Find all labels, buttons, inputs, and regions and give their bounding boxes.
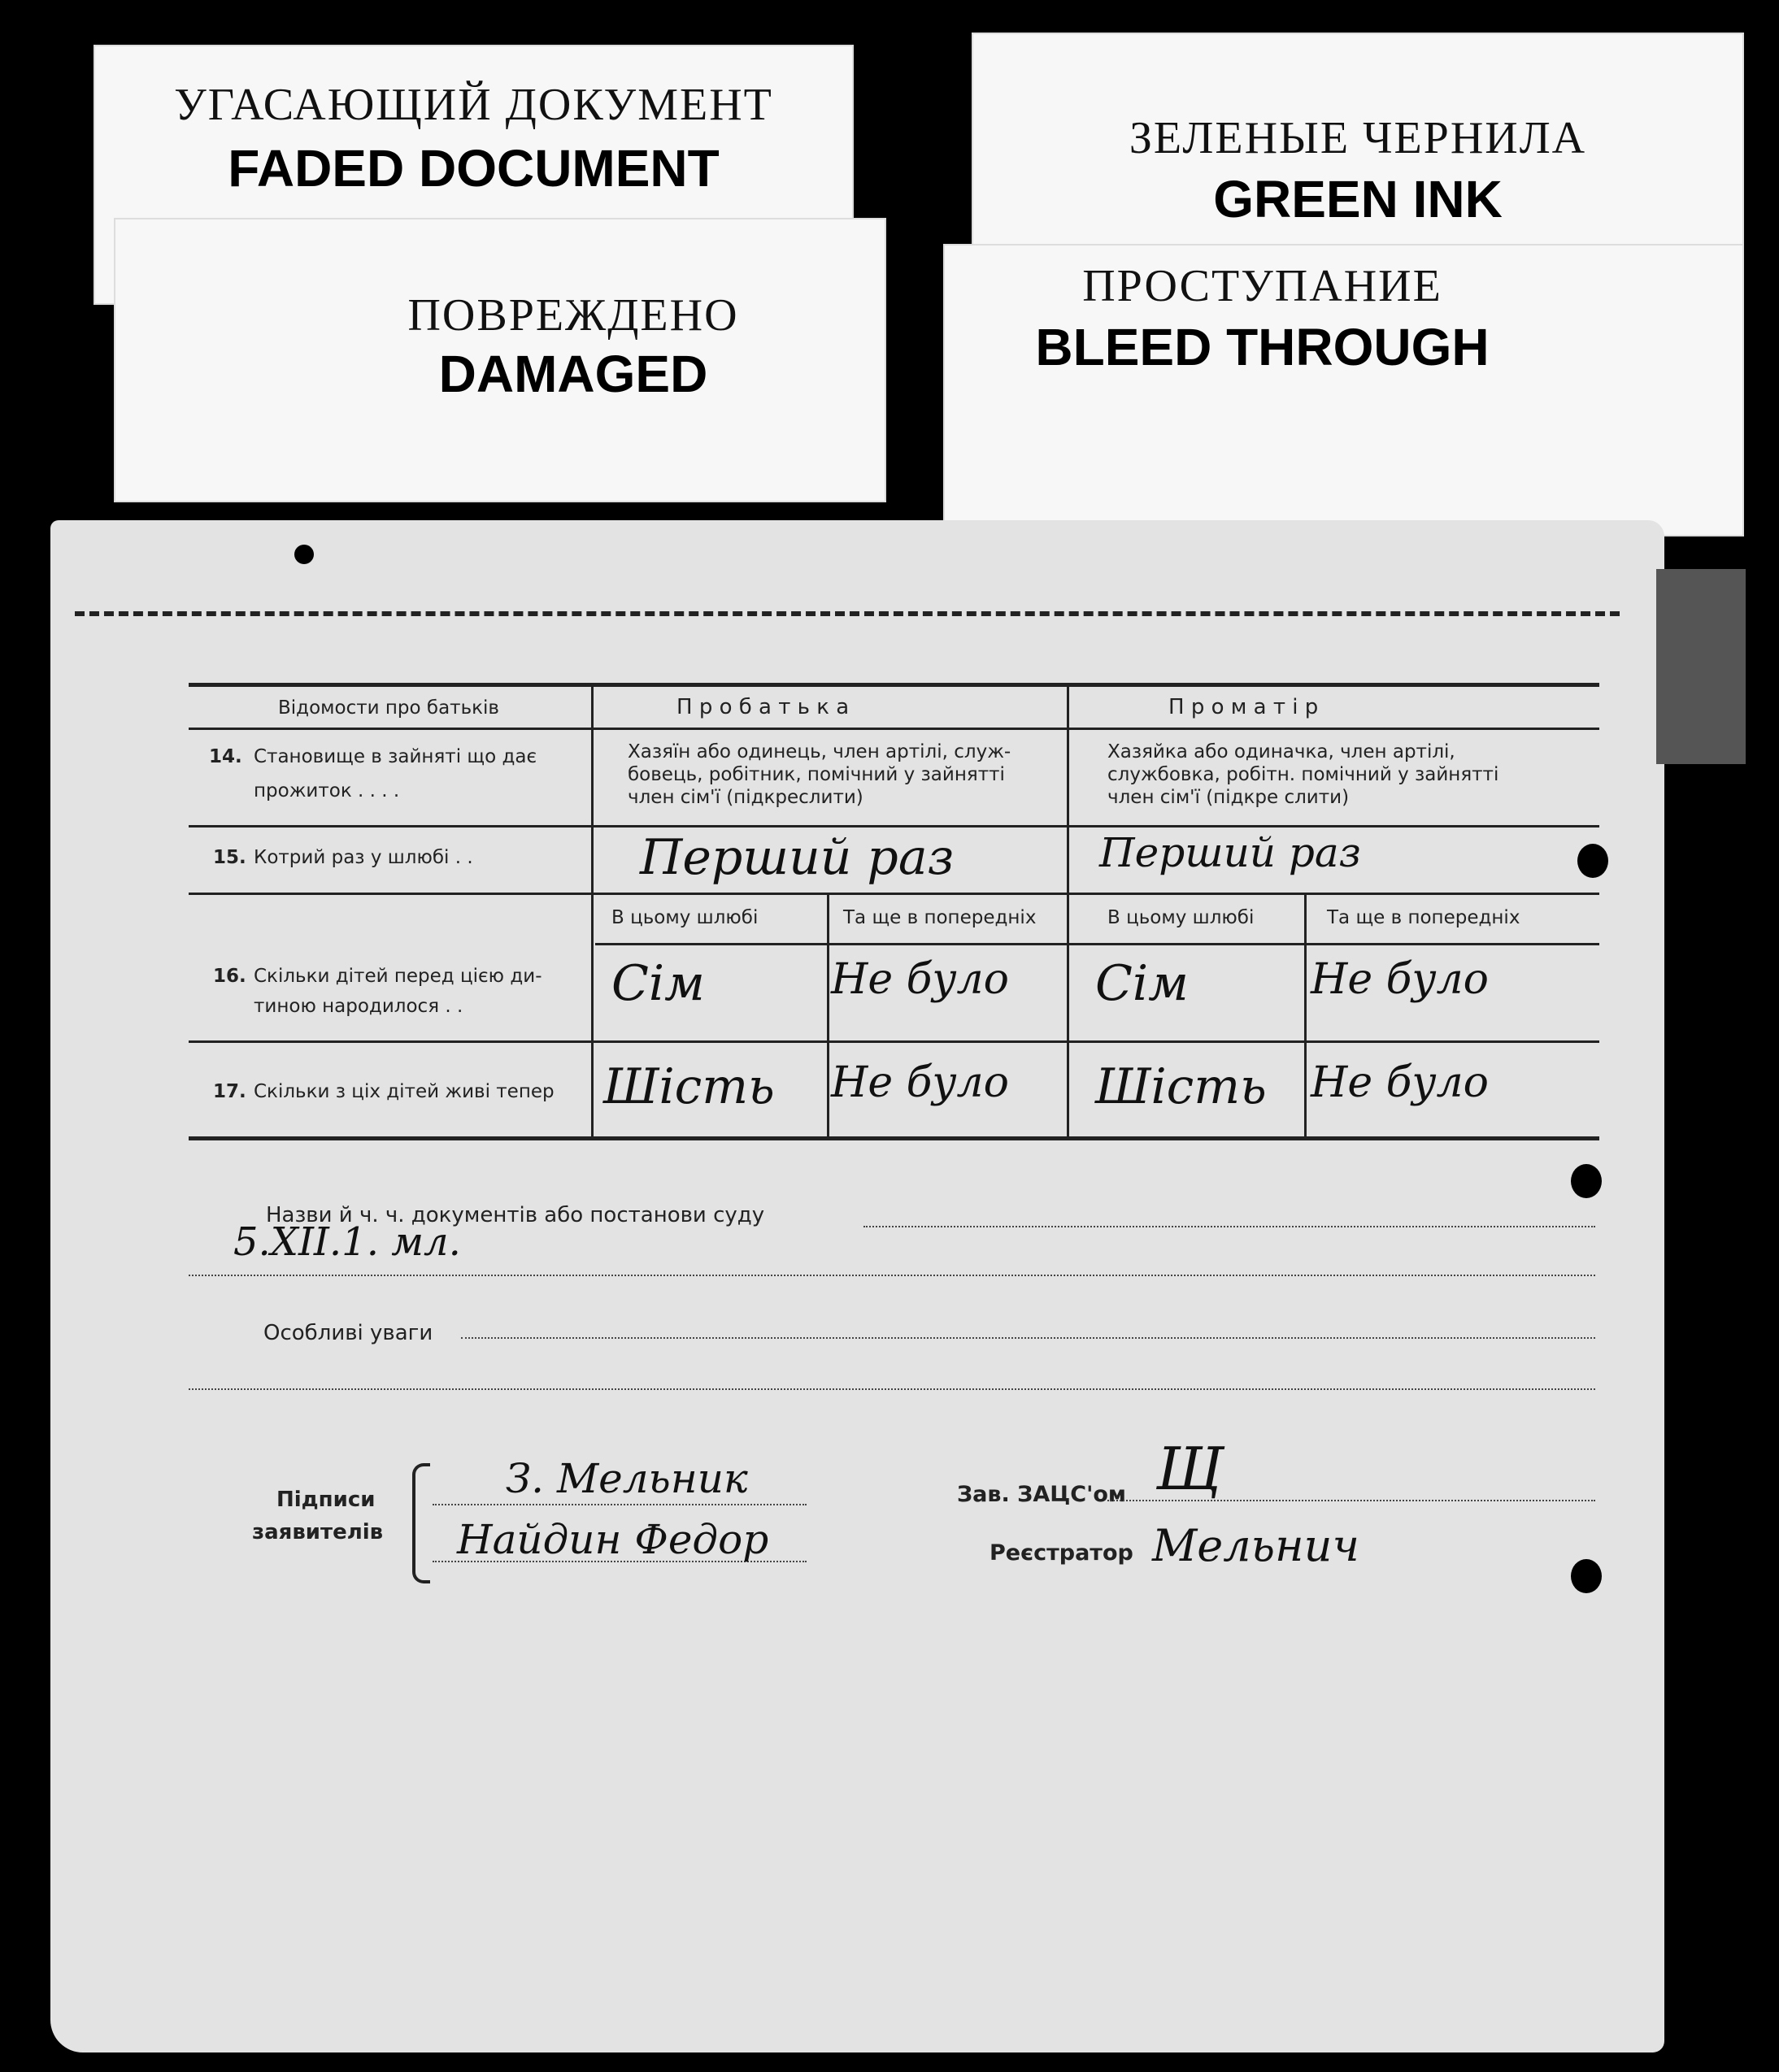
row-17-father-this: Шість <box>603 1058 775 1115</box>
documents-handwriting: 5.ХІІ.1. мл. <box>233 1219 461 1265</box>
signatures-brace <box>412 1463 430 1583</box>
signatures-label: Підписи <box>276 1488 376 1512</box>
table-column-rule <box>591 687 594 1138</box>
punch-hole <box>1571 1164 1602 1198</box>
row-15-mother-handwriting: Перший раз <box>1099 829 1361 876</box>
table-rule <box>189 1040 1599 1043</box>
row-15-father-handwriting: Перший раз <box>640 829 955 886</box>
row-16-mother-this: Сім <box>1095 955 1189 1012</box>
row-16-mother-prev: Не було <box>1311 955 1489 1004</box>
row-17-father-prev: Не було <box>831 1058 1009 1107</box>
row-14-mother-1: Хазяйка або одиначка, член артілі, <box>1107 741 1455 762</box>
page-edge-shadow <box>1656 569 1746 764</box>
ink-blot <box>294 545 314 564</box>
row-14-mother-3: член сім'ї (підкре слити) <box>1107 787 1350 808</box>
card-ru-label: ПОВРЕЖДЕНО <box>407 290 739 341</box>
card-en-label: BLEED THROUGH <box>1035 318 1490 376</box>
subheader-father-prev: Та ще в попередніх <box>843 907 1037 928</box>
table-rule <box>595 943 1599 945</box>
registrar-label: Реєстратор <box>990 1540 1133 1566</box>
row-17-mother-prev: Не було <box>1311 1058 1489 1107</box>
punch-hole <box>1577 844 1608 878</box>
row-16-label-cont: тиною народилося . . <box>254 996 463 1017</box>
row-16-father-prev: Не було <box>831 955 1009 1004</box>
header-mother: П р о м а т і р <box>1168 695 1319 719</box>
applicant-line-1 <box>433 1504 807 1505</box>
signatures-label-cont: заявителів <box>252 1520 384 1544</box>
row-14-father-3: член сім'ї (підкреслити) <box>628 787 863 808</box>
row-17-mother-this: Шість <box>1095 1058 1267 1115</box>
table-column-rule <box>827 894 829 1138</box>
card-en-label: FADED DOCUMENT <box>228 139 720 198</box>
row-14-label: Становище в зайняті що дає <box>254 746 537 767</box>
card-ru-label: ЗЕЛЕНЫЕ ЧЕРНИЛА <box>1129 113 1587 163</box>
row-17-label: Скільки з ціх дітей живі тепер <box>254 1081 555 1102</box>
subheader-father-this: В цьому шлюбі <box>611 907 759 928</box>
row-14-father-1: Хазяїн або одинець, член артілі, служ- <box>628 741 1011 762</box>
card-ru-label: УГАСАЮЩИЙ ДОКУМЕНТ <box>174 80 773 130</box>
damaged-card <box>114 218 886 502</box>
row-16-number: 16. <box>213 966 246 987</box>
row-14-mother-2: службовка, робітн. помічний у зайнятті <box>1107 764 1499 785</box>
applicant-2-signature: Найдин Федор <box>457 1516 769 1563</box>
row-15-number: 15. <box>213 847 246 868</box>
row-16-father-this: Сім <box>611 955 705 1012</box>
applicant-1-signature: З. Мельник <box>506 1455 748 1502</box>
card-en-label: GREEN INK <box>1213 170 1503 228</box>
remarks-label: Особливі уваги <box>263 1321 433 1345</box>
remarks-line <box>461 1337 1595 1339</box>
table-rule <box>189 893 1599 895</box>
row-15-label: Котрий раз у шлюбі . . <box>254 847 473 868</box>
row-14-label-cont: прожиток . . . . <box>254 780 400 801</box>
registrar-signature: Мельнич <box>1152 1520 1359 1571</box>
header-info: Відомости про батьків <box>278 697 499 719</box>
bleed-through-card <box>943 244 1744 536</box>
table-column-rule <box>1304 894 1307 1138</box>
documents-line <box>863 1226 1595 1227</box>
row-14-number: 14. <box>209 746 242 767</box>
table-rule <box>189 825 1599 827</box>
subheader-mother-this: В цьому шлюбі <box>1107 907 1255 928</box>
head-signature: Щ <box>1156 1435 1224 1503</box>
row-17-number: 17. <box>213 1081 246 1102</box>
card-en-label: DAMAGED <box>438 345 708 403</box>
table-column-rule <box>1067 687 1069 1138</box>
documents-line-2 <box>189 1275 1595 1276</box>
table-rule <box>189 728 1599 730</box>
table-bottom-rule <box>189 1136 1599 1140</box>
document-page <box>50 520 1664 2052</box>
punch-hole <box>1571 1559 1602 1593</box>
perforation-line <box>75 611 1620 616</box>
subheader-mother-prev: Та ще в попередніх <box>1327 907 1520 928</box>
header-father: П р о б а т ь к а <box>676 695 850 719</box>
row-16-label: Скільки дітей перед цією ди- <box>254 966 542 987</box>
row-14-father-2: бовець, робітник, помічний у зайнятті <box>628 764 1005 785</box>
table-top-rule <box>189 683 1599 687</box>
remarks-line-2 <box>189 1388 1595 1390</box>
documents-label: Назви й ч. ч. документів або постанови суду <box>266 1203 765 1227</box>
card-ru-label: ПРОСТУПАНИЕ <box>1082 261 1442 311</box>
head-label: Зав. ЗАЦС'ом <box>957 1482 1126 1507</box>
